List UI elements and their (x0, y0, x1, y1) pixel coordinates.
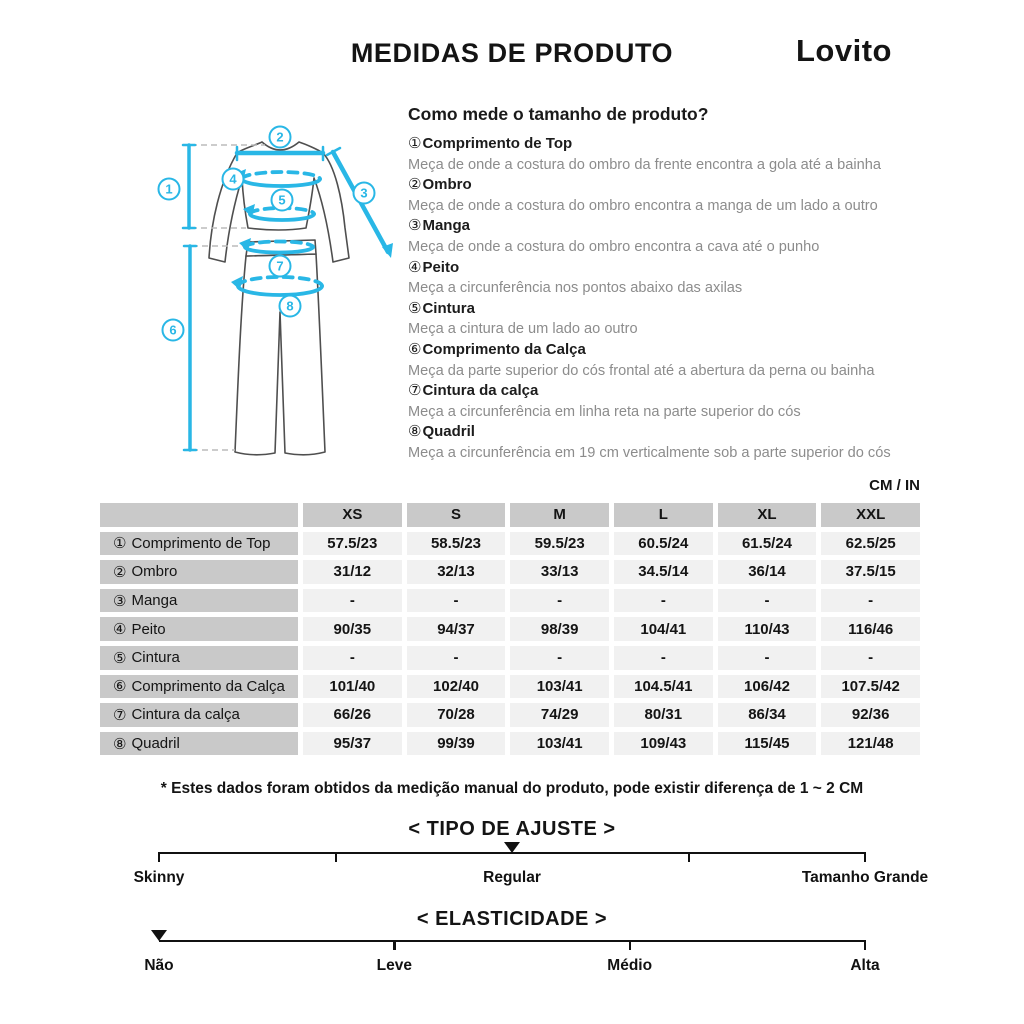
guide-item (408, 175, 932, 216)
diagram-badge-8 (280, 296, 301, 317)
svg-text:2: 2 (276, 129, 284, 145)
size-value-cell: 90/35 (303, 617, 402, 641)
size-column-header: S (407, 503, 506, 527)
size-value-cell: - (510, 646, 609, 670)
size-value-cell: 33/13 (510, 560, 609, 584)
scale-label: Médio (607, 957, 653, 974)
measure-line-pants-length (184, 246, 196, 450)
guide-item-title (408, 258, 932, 279)
diagram-badge-4 (223, 169, 244, 190)
row-number: ② (113, 563, 127, 581)
size-value-cell: 86/34 (718, 703, 817, 727)
size-value-cell: 103/41 (510, 675, 609, 699)
size-value-cell: 37.5/15 (821, 560, 920, 584)
size-value-cell: 32/13 (407, 560, 506, 584)
brand-logo: Lovito (796, 33, 892, 68)
row-number: ④ (113, 621, 127, 639)
row-label-text: Comprimento da Calça (131, 677, 285, 695)
guide-item-title (408, 175, 932, 196)
row-label-text: Comprimento de Top (131, 534, 271, 552)
scale-label: Regular (483, 869, 541, 886)
measurement-guide (408, 104, 932, 464)
table-row-label (100, 703, 298, 727)
size-value-cell: 62.5/25 (821, 532, 920, 556)
size-value-cell: 61.5/24 (718, 532, 817, 556)
fit-scale-line (133, 852, 929, 886)
page-title: MEDIDAS DE PRODUTO (350, 38, 674, 68)
scale-marker (504, 842, 520, 853)
garment-diagram (138, 116, 408, 471)
size-table (100, 503, 920, 755)
guide-item (408, 340, 932, 381)
size-value-cell: 106/42 (718, 675, 817, 699)
row-number: ⑧ (113, 735, 127, 753)
row-number: ⑤ (113, 649, 127, 667)
size-value-cell: 36/14 (718, 560, 817, 584)
scale-tick (335, 852, 337, 862)
size-value-cell: 31/12 (303, 560, 402, 584)
size-value-cell: 74/29 (510, 703, 609, 727)
size-column-header: XL (718, 503, 817, 527)
size-value-cell: 94/37 (407, 617, 506, 641)
elasticity-scale-line (144, 940, 880, 974)
guide-item-title (408, 381, 932, 402)
row-label-text: Peito (131, 620, 166, 638)
table-row-label (100, 589, 298, 613)
guide-item (408, 299, 932, 340)
scale-tick (864, 852, 866, 862)
size-value-cell: 107.5/42 (821, 675, 920, 699)
table-row-label (100, 732, 298, 756)
size-column-header: M (510, 503, 609, 527)
svg-text:8: 8 (286, 298, 294, 314)
size-value-cell: 104/41 (614, 617, 713, 641)
size-value-cell: 102/40 (407, 675, 506, 699)
row-label-text: Quadril (131, 735, 180, 753)
size-column-header: XXL (821, 503, 920, 527)
size-value-cell: 92/36 (821, 703, 920, 727)
scale-label: Leve (376, 957, 412, 974)
scale-tick (393, 940, 395, 950)
guide-item-label: Comprimento da Calça (422, 340, 586, 358)
diagram-badge-1 (159, 179, 180, 200)
guide-item-desc: Meça a circunferência em 19 cm verticalmente sob a parte superior do cós (408, 444, 891, 461)
scale-label: Não (144, 957, 174, 974)
scale-marker (151, 930, 167, 941)
size-value-cell: 59.5/23 (510, 532, 609, 556)
guide-item-desc: Meça da parte superior do cós frontal até a abertura da perna ou bainha (408, 362, 875, 379)
row-label-text: Manga (131, 592, 178, 610)
guide-item-title (408, 216, 932, 237)
size-value-cell: 121/48 (821, 732, 920, 756)
guide-item-number: ⑥ (408, 340, 422, 358)
guide-item-number: ④ (408, 258, 422, 276)
unit-label: CM / IN (869, 477, 920, 494)
size-value-cell: - (821, 646, 920, 670)
size-value-cell: 60.5/24 (614, 532, 713, 556)
size-value-cell: - (821, 589, 920, 613)
guide-heading: Como mede o tamanho de produto? (408, 104, 709, 124)
scale-tick (629, 940, 631, 950)
size-value-cell: 95/37 (303, 732, 402, 756)
size-value-cell: 34.5/14 (614, 560, 713, 584)
diagram-badge-6 (163, 320, 184, 341)
guide-item-label: Quadril (422, 423, 475, 441)
table-row-label (100, 560, 298, 584)
size-value-cell: 116/46 (821, 617, 920, 641)
guide-item-label: Manga (422, 217, 470, 235)
guide-item-number: ② (408, 176, 422, 194)
size-value-cell: - (718, 646, 817, 670)
svg-text:7: 7 (276, 258, 284, 274)
fit-scale-title: < TIPO DE AJUSTE > (408, 818, 616, 840)
guide-item (408, 381, 932, 422)
table-row-label (100, 646, 298, 670)
guide-item-label: Peito (422, 258, 460, 276)
diagram-badge-2 (270, 127, 291, 148)
guide-item-label: Cintura da calça (422, 382, 539, 400)
size-value-cell: 70/28 (407, 703, 506, 727)
size-value-cell: - (407, 646, 506, 670)
size-value-cell: - (718, 589, 817, 613)
guide-item-desc: Meça a circunferência nos pontos abaixo das axilas (408, 280, 743, 297)
elasticity-scale-title: < ELASTICIDADE > (416, 908, 608, 930)
size-value-cell: 103/41 (510, 732, 609, 756)
guide-item-number: ⑤ (408, 299, 422, 317)
svg-text:5: 5 (278, 192, 286, 208)
guide-item-number: ⑦ (408, 382, 422, 400)
size-value-cell: 58.5/23 (407, 532, 506, 556)
guide-item (408, 258, 932, 299)
scale-label: Skinny (133, 869, 185, 886)
size-value-cell: - (303, 589, 402, 613)
size-value-cell: - (510, 589, 609, 613)
table-row-label (100, 617, 298, 641)
guide-item-desc: Meça de onde a costura do ombro encontra a manga de um lado a outro (408, 197, 878, 214)
guide-item-label: Comprimento de Top (422, 135, 573, 152)
pants-outline (235, 254, 325, 455)
size-value-cell: - (407, 589, 506, 613)
table-footnote: * Estes dados foram obtidos da medição manual do produto, pode existir diferença de 1 ~ 2 CM (160, 780, 864, 797)
guide-item-desc: Meça a circunferência em linha reta na parte superior do cós (408, 403, 801, 420)
guide-list (408, 134, 932, 464)
table-row-label (100, 675, 298, 699)
guide-item-number: ③ (408, 217, 422, 235)
size-value-cell: 98/39 (510, 617, 609, 641)
size-value-cell: 115/45 (718, 732, 817, 756)
guide-item-label: Cintura (422, 299, 475, 317)
size-column-header: L (614, 503, 713, 527)
row-number: ⑥ (113, 678, 127, 696)
size-value-cell: 57.5/23 (303, 532, 402, 556)
guide-item-desc: Meça de onde a costura do ombro da frente encontra a gola até a bainha (408, 156, 881, 173)
scale-tick (688, 852, 690, 862)
measure-line-top-length (183, 145, 195, 228)
row-number: ① (113, 535, 127, 553)
size-value-cell: 109/43 (614, 732, 713, 756)
row-number: ③ (113, 592, 127, 610)
size-value-cell: 66/26 (303, 703, 402, 727)
table-row-label (100, 532, 298, 556)
size-value-cell: 104.5/41 (614, 675, 713, 699)
size-value-cell: - (614, 589, 713, 613)
guide-item (408, 134, 932, 175)
scale-tick (158, 852, 160, 862)
guide-item-title (408, 340, 932, 361)
size-value-cell: 99/39 (407, 732, 506, 756)
guide-item (408, 422, 932, 463)
size-column-header: XS (303, 503, 402, 527)
row-label-text: Ombro (131, 563, 178, 581)
row-label-text: Cintura da calça (131, 706, 240, 724)
svg-text:3: 3 (360, 185, 368, 201)
svg-text:6: 6 (169, 322, 177, 338)
diagram-badge-3 (354, 183, 375, 204)
row-number: ⑦ (113, 706, 127, 724)
scale-label: Alta (850, 957, 880, 974)
scale-tick (864, 940, 866, 950)
guide-item-title (408, 422, 932, 443)
svg-text:1: 1 (165, 181, 173, 197)
size-value-cell: - (303, 646, 402, 670)
row-label-text: Cintura (131, 649, 180, 667)
guide-item-title (408, 134, 932, 155)
guide-item-number: ① (408, 135, 422, 152)
size-value-cell: 80/31 (614, 703, 713, 727)
guide-item-label: Ombro (422, 176, 472, 194)
size-value-cell: - (614, 646, 713, 670)
guide-item (408, 216, 932, 257)
diagram-badge-5 (272, 190, 293, 211)
guide-item-desc: Meça de onde a costura do ombro encontra a cava até o punho (408, 238, 820, 255)
guide-item-number: ⑧ (408, 423, 422, 441)
size-value-cell: 101/40 (303, 675, 402, 699)
size-value-cell: 110/43 (718, 617, 817, 641)
scale-label: Tamanho Grande (801, 869, 929, 886)
svg-text:4: 4 (229, 171, 237, 187)
table-corner-cell (100, 503, 298, 527)
diagram-badge-7 (270, 256, 291, 277)
guide-item-title (408, 299, 932, 320)
guide-item-desc: Meça a cintura de um lado ao outro (408, 321, 638, 338)
